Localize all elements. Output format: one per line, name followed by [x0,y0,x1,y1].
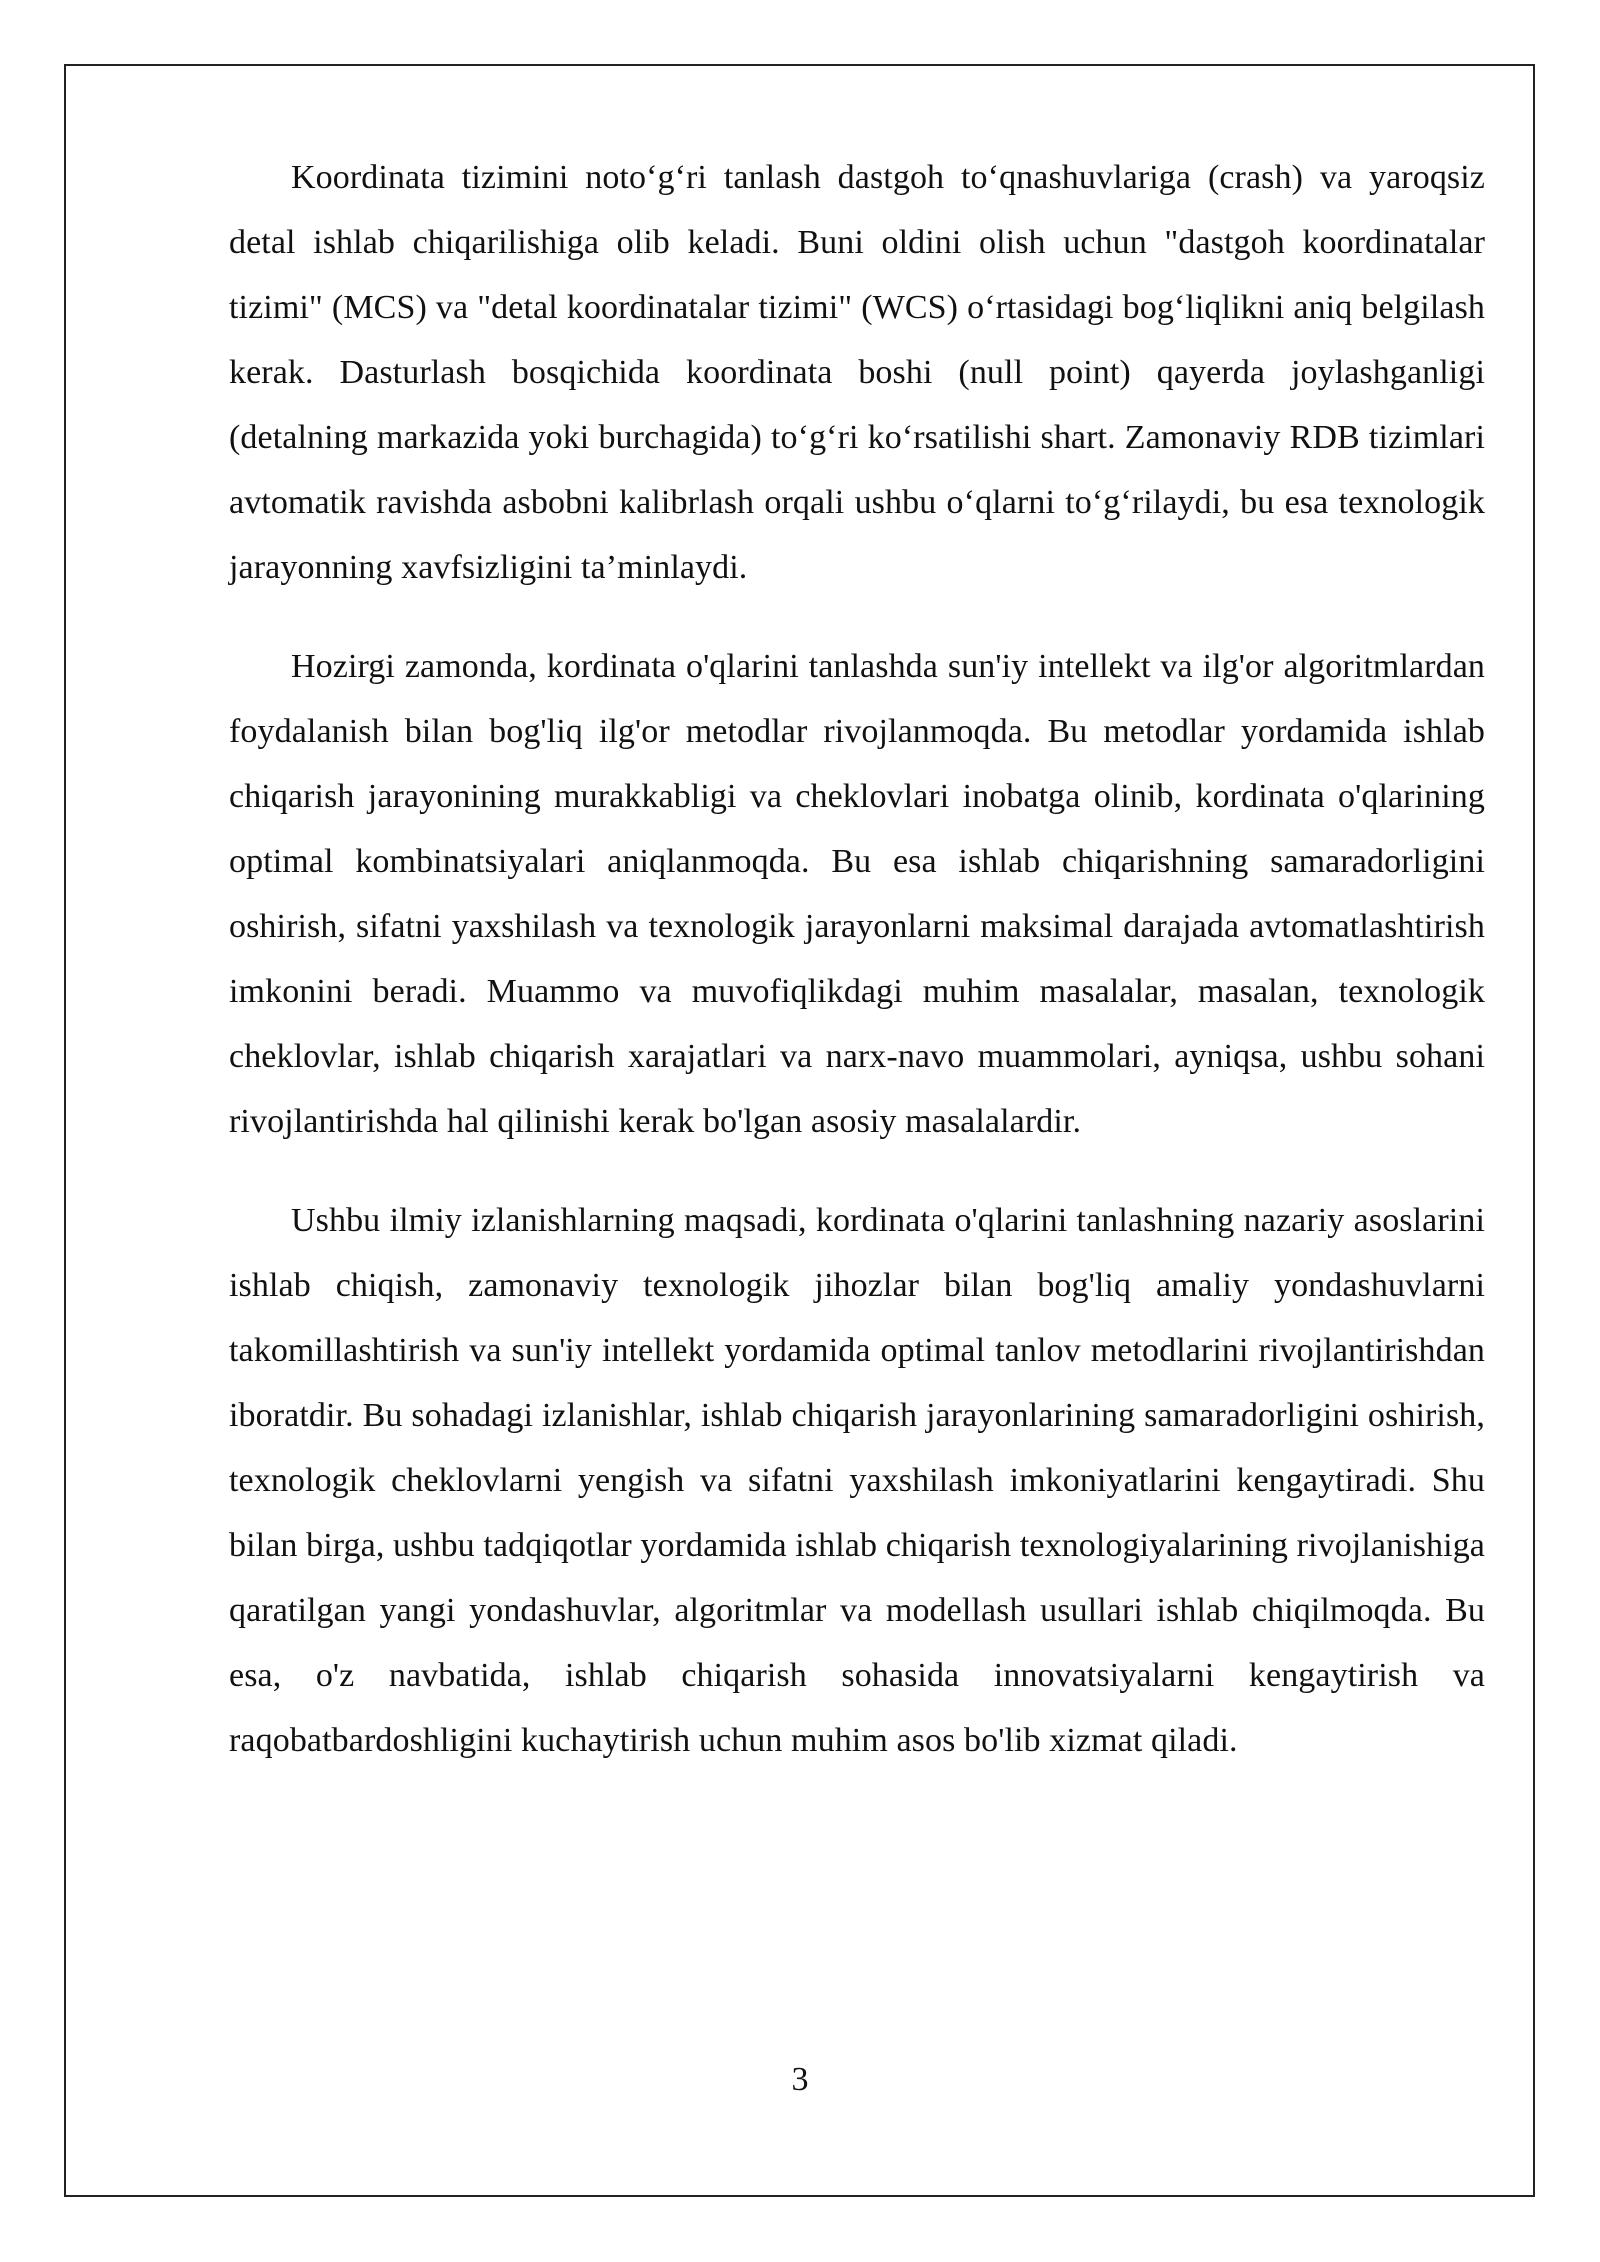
page-number: 3 [791,2061,809,2098]
paragraph-3: Ushbu ilmiy izlanishlarning maqsadi, kordinata o'qlarini tanlashning nazariy asoslarini ishlab chiqish, zamonaviy texnologik jihozlar bilan bog'liq amaliy yondashuvlarni takomillashtirish va sun'iy intellekt yordamida optimal tanlov metodlarini rivojlantirishdan iboratdir. Bu sohadagi izlanishlar, ishlab chiqarish jarayonlarining samaradorligini oshirish, texnologik cheklovlarni yengish va sifatni yaxshilash imkoniyatlarini kengaytiradi. Shu bilan birga, ushbu tadqiqotlar yordamida ishlab chiqarish texnologiyalarining rivojlanishiga qaratilgan yangi yondashuvlar, algoritmlar va modellash usullari ishlab chiqilmoqda. Bu esa, o'z navbatida, ishlab chiqarish sohasida innovatsiyalarni kengaytirish va raqobatbardoshligini kuchaytirish uchun muhim asos bo'lib xizmat qiladi. [229,1202,1485,1759]
page-body [229,145,1485,1807]
paragraph-2: Hozirgi zamonda, kordinata o'qlarini tanlashda sun'iy intellekt va ilg'or algoritmlardan foydalanish bilan bog'liq ilg'or metodlar rivojlanmoqda. Bu metodlar yordamida ishlab chiqarish jarayonining murakkabligi va cheklovlari inobatga olinib, kordinata o'qlarining optimal kombinatsiyalari aniqlanmoqda. Bu esa ishlab chiqarishning samaradorligini oshirish, sifatni yaxshilash va texnologik jarayonlarni maksimal darajada avtomatlashtirish imkonini beradi. Muammo va muvofiqlikdagi muhim masalalar, masalan, texnologik cheklovlar, ishlab chiqarish xarajatlari va narx-navo muammolari, ayniqsa, ushbu sohani rivojlantirishda hal qilinishi kerak bo'lgan asosiy masalalardir. [229,648,1485,1140]
paragraph-1: Koordinata tizimini noto‘g‘ri tanlash dastgoh to‘qnashuvlariga (crash) va yaroqsiz detal ishlab chiqarilishiga olib keladi. Buni oldini olish uchun "dastgoh koordinatalar tizimi" (MCS) va "detal koordinatalar tizimi" (WCS) o‘rtasidagi bog‘liqlikni aniq belgilash kerak. Dasturlash bosqichida koordinata boshi (null point) qayerda joylashganligi (detalning markazida yoki burchagida) to‘g‘ri ko‘rsatilishi shart. Zamonaviy RDB tizimlari avtomatik ravishda asbobni kalibrlash orqali ushbu o‘qlarni to‘g‘rilaydi, bu esa texnologik jarayonning xavfsizligini ta’minlaydi. [229,159,1485,586]
